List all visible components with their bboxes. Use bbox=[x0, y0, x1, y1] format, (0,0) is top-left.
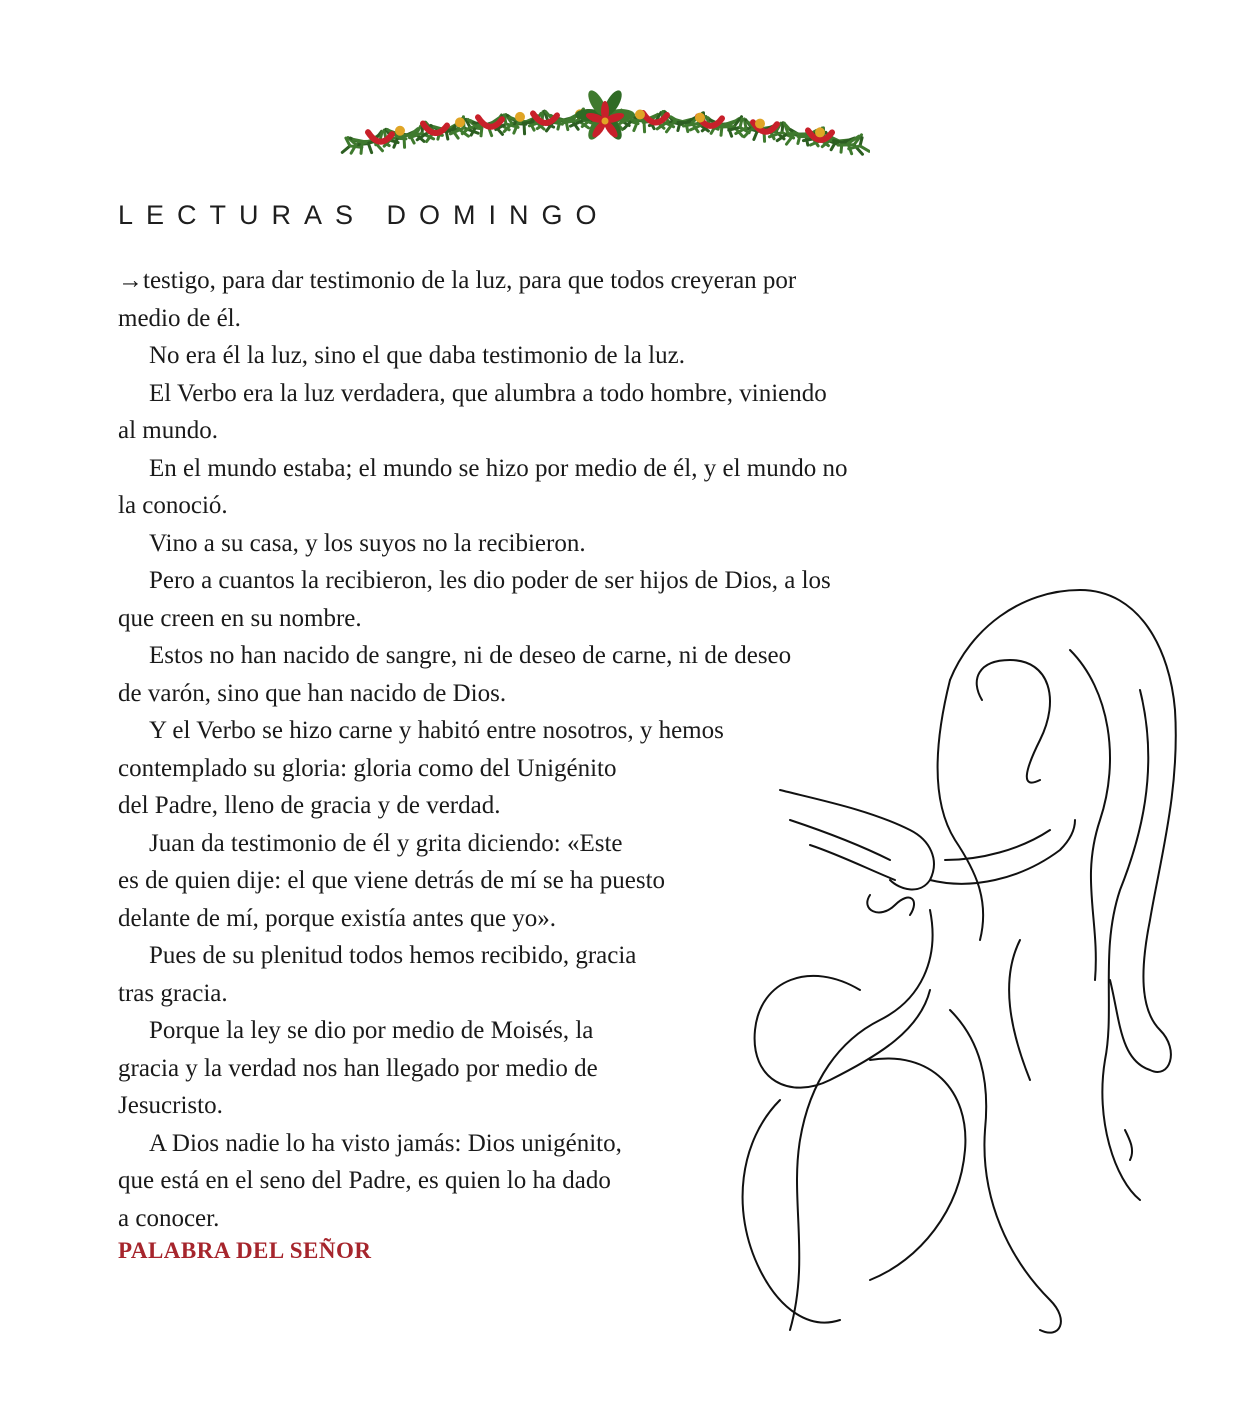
reading-line-text: Pues de su plenitud todos hemos recibido, gracia bbox=[149, 942, 637, 969]
reading-line-text: medio de él. bbox=[118, 304, 241, 332]
reading-line-text: tras gracia. bbox=[118, 979, 228, 1007]
reading-line-text: gracia y la verdad nos han llegado por medio de bbox=[118, 1054, 598, 1082]
reading-line-text: testigo, para dar testimonio de la luz, para que todos creyeran por bbox=[143, 267, 797, 294]
reading-line-text: Estos no han nacido de sangre, ni de deseo de carne, ni de deseo bbox=[149, 642, 792, 669]
reading-line-text: contemplado su gloria: gloria como del Unigénito bbox=[118, 754, 617, 782]
reading-line-text: En el mundo estaba; el mundo se hizo por medio de él, y el mundo no bbox=[149, 454, 848, 482]
reading-line-text: de varón, sino que han nacido de Dios. bbox=[118, 679, 507, 707]
reading-line-text: a conocer. bbox=[118, 1204, 220, 1232]
reading-line-text: delante de mí, porque existía antes que yo». bbox=[118, 904, 557, 932]
closing-acclamation: PALABRA DEL SEÑOR bbox=[118, 1238, 372, 1263]
reading-line-text: Vino a su casa, y los suyos no la recibieron. bbox=[149, 529, 586, 557]
reading-line bbox=[118, 412, 978, 450]
reading-line-text: No era él la luz, sino el que daba testimonio de la luz. bbox=[149, 342, 685, 369]
reading-line-text: del Padre, lleno de gracia y de verdad. bbox=[118, 792, 501, 819]
reading-line-text: Y el Verbo se hizo carne y habitó entre nosotros, y hemos bbox=[149, 717, 724, 744]
christmas-garland-icon bbox=[340, 85, 870, 170]
reading-line-text: que creen en su nombre. bbox=[118, 604, 362, 632]
reading-line bbox=[118, 450, 978, 488]
reading-line-text: es de quien dije: el que viene detrás de mí se ha puesto bbox=[118, 867, 666, 894]
reading-line bbox=[118, 375, 978, 413]
reading-line-text: Juan da testimonio de él y grita diciendo: «Este bbox=[149, 829, 623, 857]
reading-line bbox=[118, 487, 978, 525]
reading-line-text: El Verbo era la luz verdadera, que alumbra a todo hombre, viniendo bbox=[149, 379, 827, 407]
reading-line bbox=[118, 262, 978, 300]
reading-line-text: Pero a cuantos la recibieron, les dio poder de ser hijos de Dios, a los bbox=[149, 567, 831, 594]
reading-line bbox=[118, 337, 978, 375]
reading-line bbox=[118, 300, 978, 338]
reading-line-text: A Dios nadie lo ha visto jamás: Dios unigénito, bbox=[149, 1129, 622, 1157]
line-art-figure-with-dove-icon bbox=[720, 560, 1190, 1350]
reading-line-text: la conoció. bbox=[118, 492, 228, 519]
reading-line-text: que está en el seno del Padre, es quien lo ha dado bbox=[118, 1167, 611, 1194]
reading-line-text: Porque la ley se dio por medio de Moisés, la bbox=[149, 1017, 594, 1044]
continuation-arrow-icon: → bbox=[118, 267, 143, 294]
reading-line-text: Jesucristo. bbox=[118, 1092, 223, 1119]
section-title: LECTURAS DOMINGO bbox=[118, 200, 610, 230]
reading-line bbox=[118, 525, 978, 563]
reading-line-text: al mundo. bbox=[118, 417, 218, 444]
